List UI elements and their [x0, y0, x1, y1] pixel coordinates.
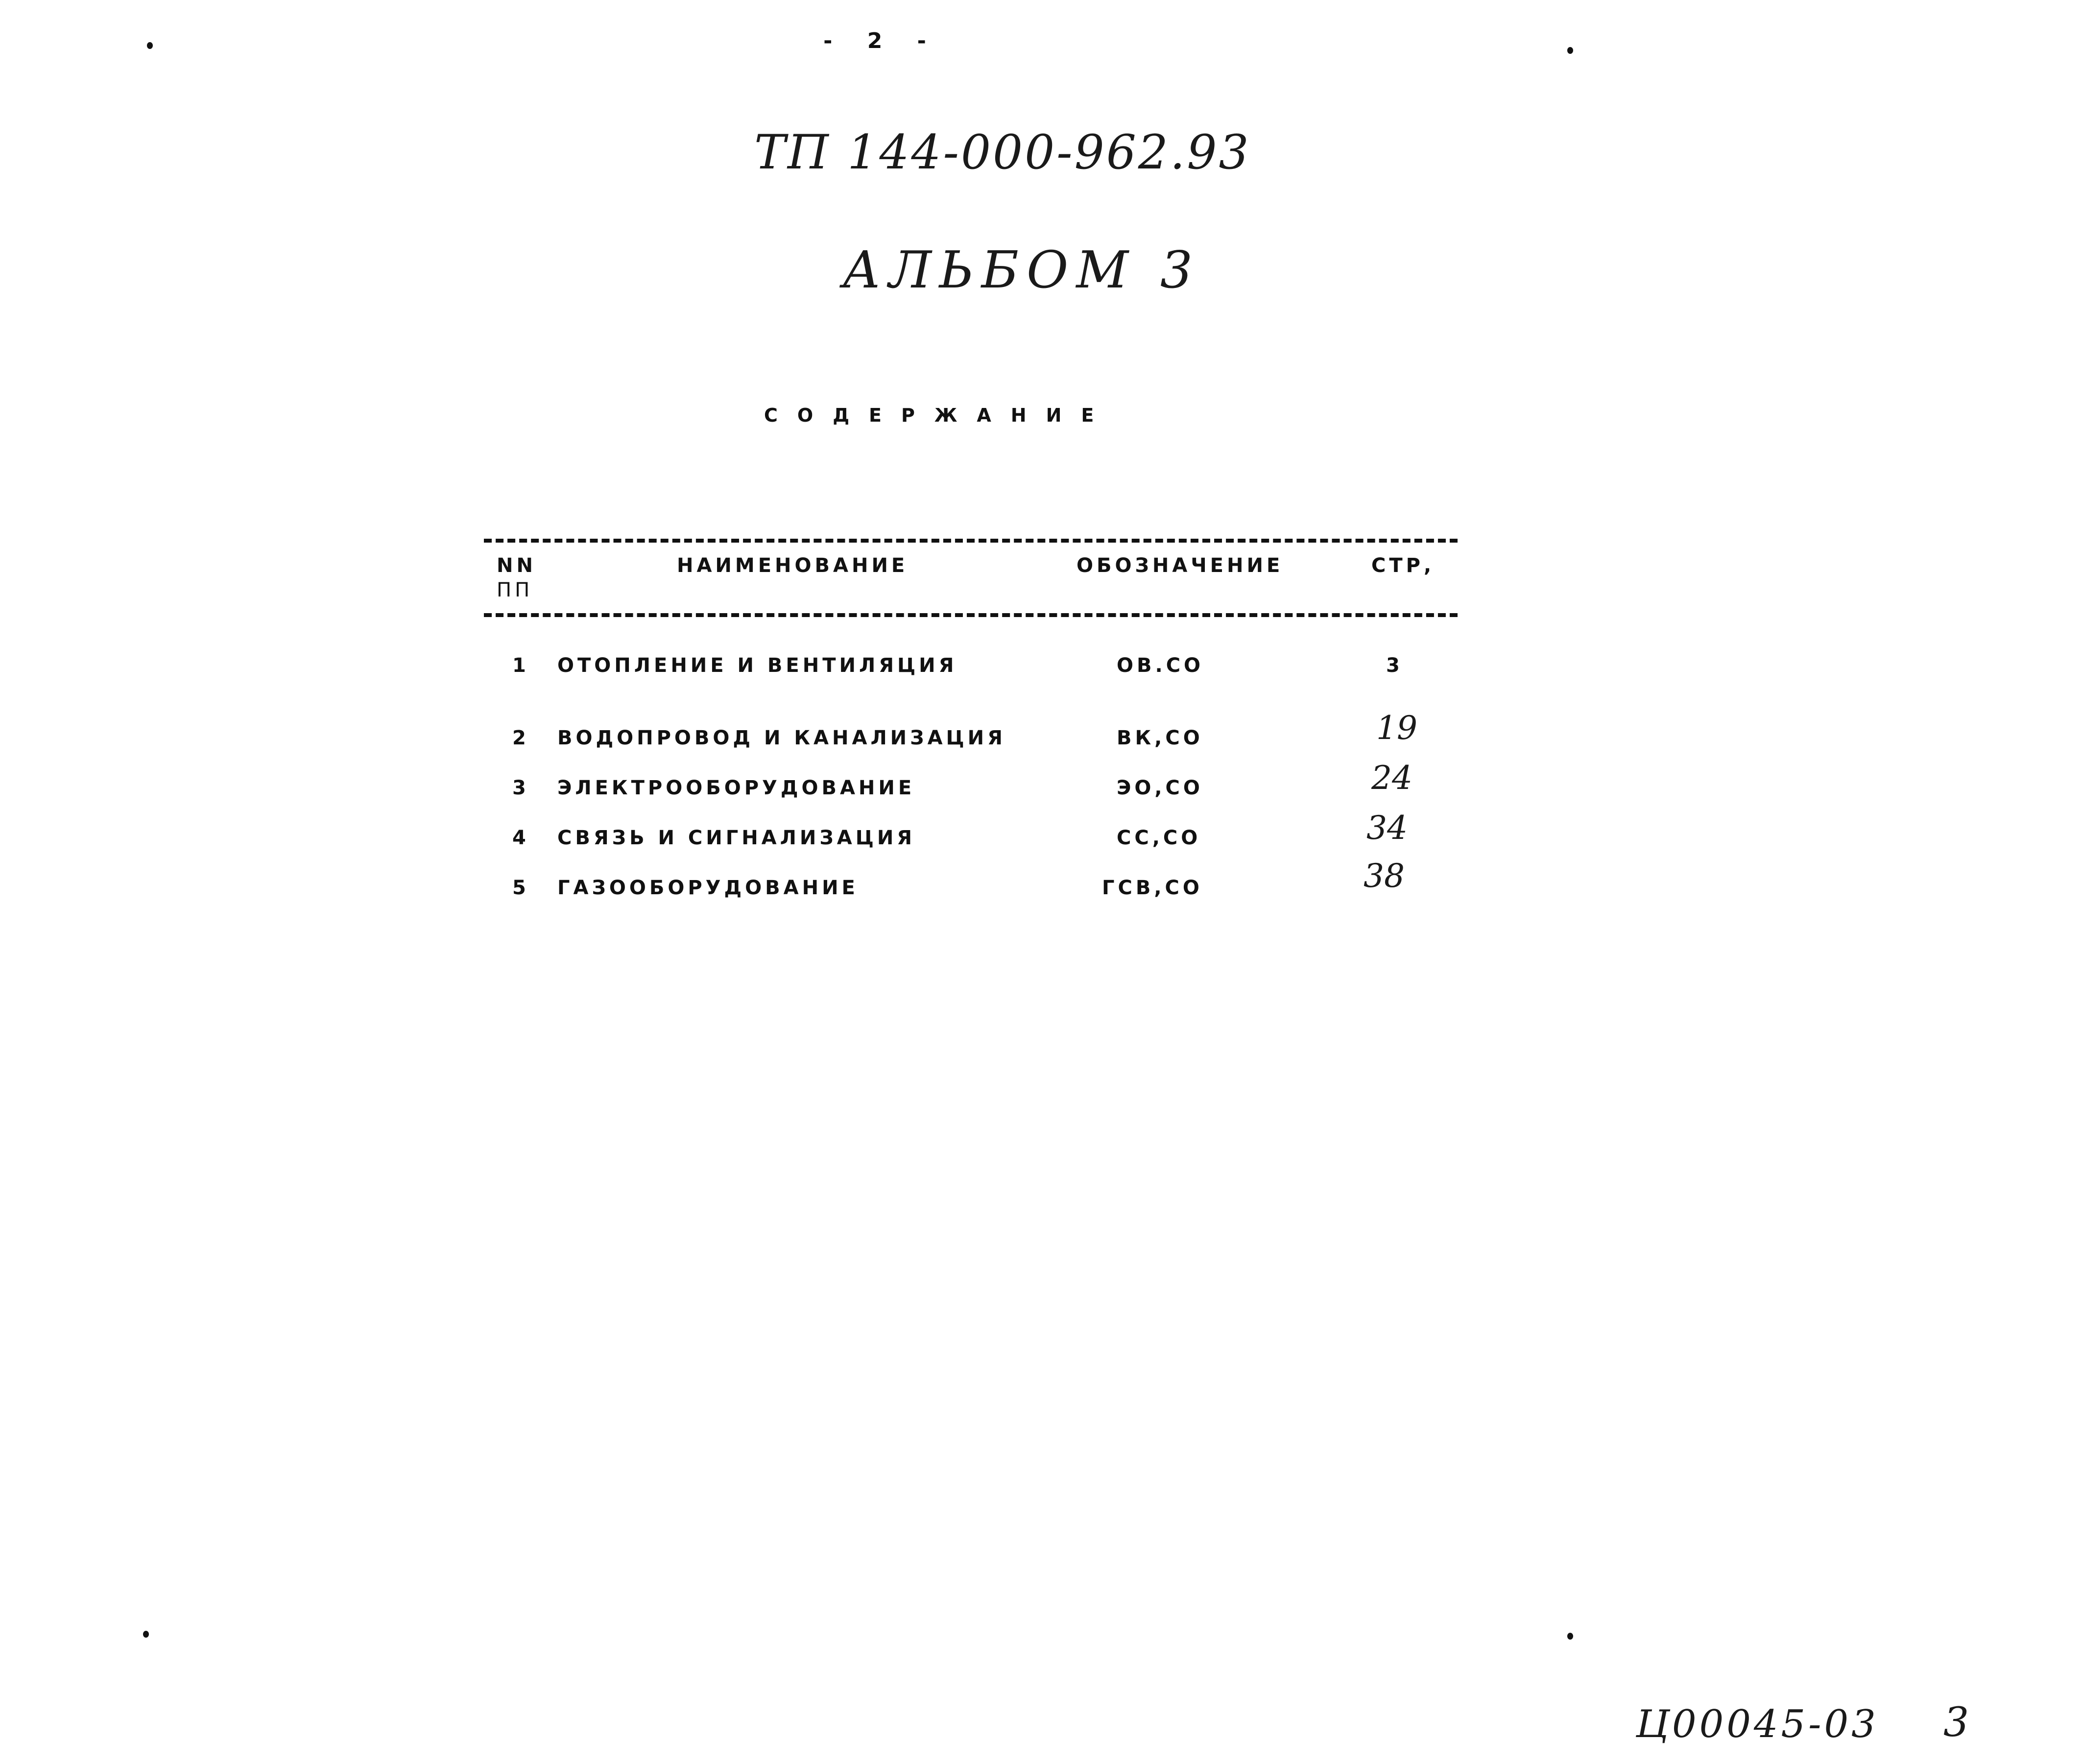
table-header-rule: [484, 613, 1458, 617]
row-name: ЭЛЕКТРООБОРУДОВАНИЕ: [557, 777, 915, 799]
row-number: 4: [512, 827, 529, 849]
contents-heading: СОДЕРЖАНИЕ: [764, 405, 1114, 426]
table-top-rule: [484, 539, 1458, 543]
row-page-handwritten: 19: [1376, 709, 1417, 747]
row-designation: ГСВ,СО: [1102, 877, 1203, 899]
row-name: ВОДОПРОВОД И КАНАЛИЗАЦИЯ: [557, 727, 1006, 749]
row-page-handwritten: 38: [1364, 857, 1405, 895]
registration-dot: [143, 1631, 149, 1638]
row-name: СВЯЗЬ И СИГНАЛИЗАЦИЯ: [557, 827, 916, 849]
row-number: 2: [512, 727, 529, 749]
row-designation: ВК,СО: [1117, 727, 1203, 749]
row-number: 3: [512, 777, 529, 799]
row-designation: СС,СО: [1117, 827, 1201, 849]
registration-dot: [1567, 1633, 1573, 1640]
row-designation: ЭО,СО: [1117, 777, 1203, 799]
row-page-handwritten: 34: [1366, 809, 1408, 847]
row-page-handwritten: 24: [1371, 759, 1412, 797]
footer-code: Ц00045-03: [1636, 1702, 1879, 1746]
row-name: ОТОПЛЕНИЕ И ВЕНТИЛЯЦИЯ: [557, 654, 957, 677]
row-name: ГАЗООБОРУДОВАНИЕ: [557, 877, 859, 899]
row-number: 1: [512, 654, 529, 677]
header-designation: ОБОЗНАЧЕНИЕ: [1077, 554, 1284, 577]
header-number-line2: ПП: [497, 579, 533, 601]
header-name: НАИМЕНОВАНИЕ: [677, 554, 909, 577]
row-page: 3: [1386, 654, 1403, 677]
footer-sheet-number: 3: [1943, 1699, 1969, 1746]
header-page: СТР,: [1371, 554, 1435, 577]
row-number: 5: [512, 877, 529, 899]
album-title: АЛЬБОМ 3: [842, 240, 1201, 300]
page-number: - 2 -: [823, 28, 940, 53]
document-code: ТП 144-000-962.93: [754, 125, 1251, 180]
header-number-line1: NN: [497, 554, 536, 577]
row-designation: ОВ.СО: [1117, 654, 1204, 677]
